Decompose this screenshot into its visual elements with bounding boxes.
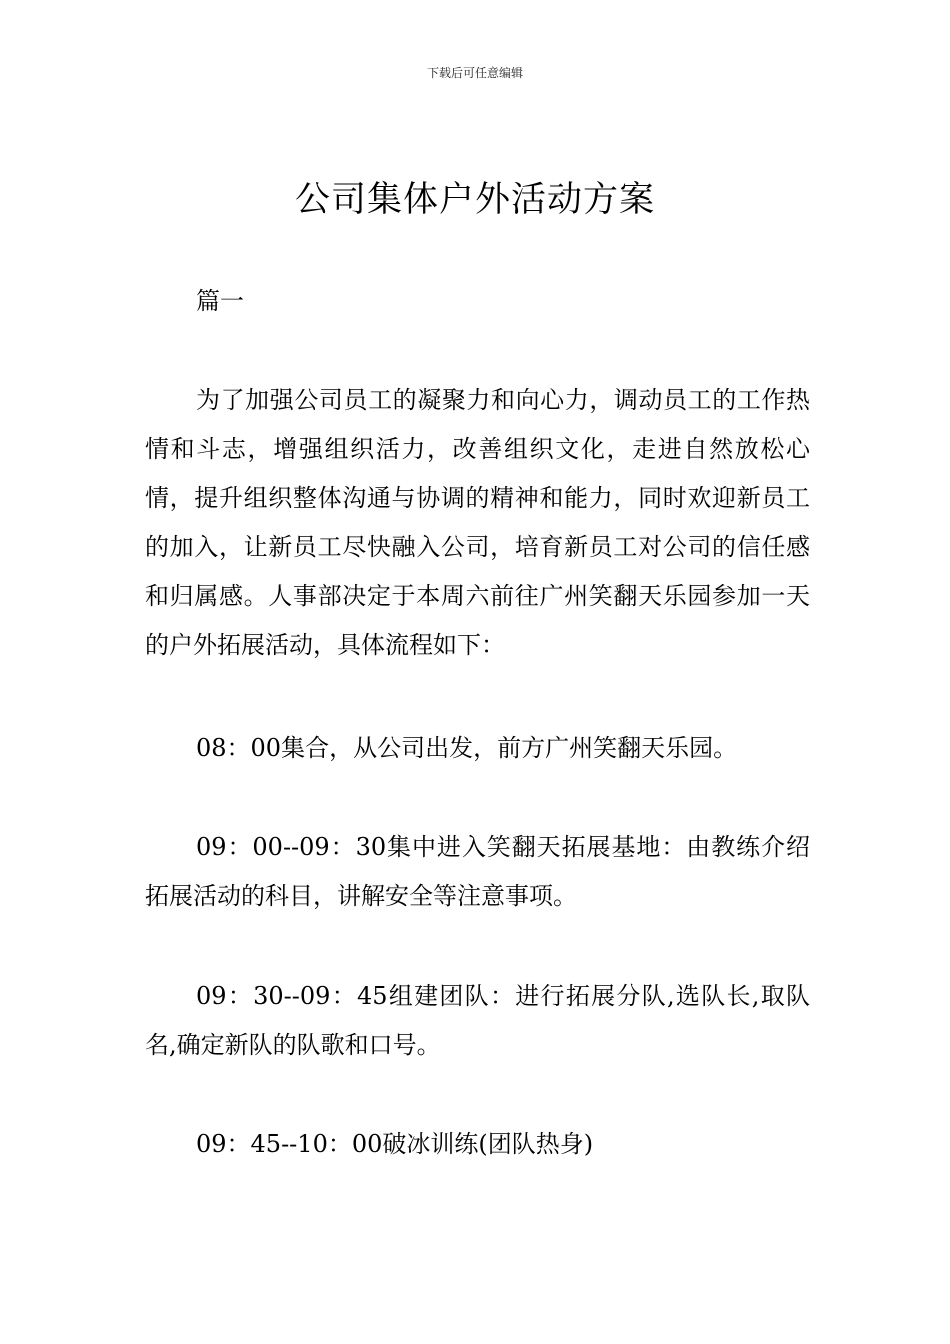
- header-note: 下载后可任意编辑: [426, 66, 523, 80]
- schedule-item: 09：45--10：00破冰训练(团队热身): [196, 1130, 594, 1158]
- schedule-item: 09：30--09：45组建团队：进行拓展分队,选队长,取队名,确定新队的队歌和口号。: [145, 982, 810, 1059]
- intro-paragraph: 为了加强公司员工的凝聚力和向心力，调动员工的工作热情和斗志，增强组织活力，改善组织文化，走进自然放松心情，提升组织整体沟通与协调的精神和能力，同时欢迎新员工的加入，让新员工尽快融入公司，培育新员工对公司的信任感和归属感。人事部决定于本周六前往广州笑翻天乐园参加一天的户外拓展活动，具体流程如下：: [145, 386, 810, 659]
- document-title: 公司集体户外活动方案: [294, 180, 655, 220]
- section-label: 篇一: [196, 287, 244, 315]
- schedule-item: 09：00--09：30集中进入笑翻天拓展基地：由教练介绍拓展活动的科目，讲解安全等注意事项。: [145, 833, 810, 910]
- schedule-item: 08：00集合，从公司出发，前方广州笑翻天乐园。: [196, 734, 738, 762]
